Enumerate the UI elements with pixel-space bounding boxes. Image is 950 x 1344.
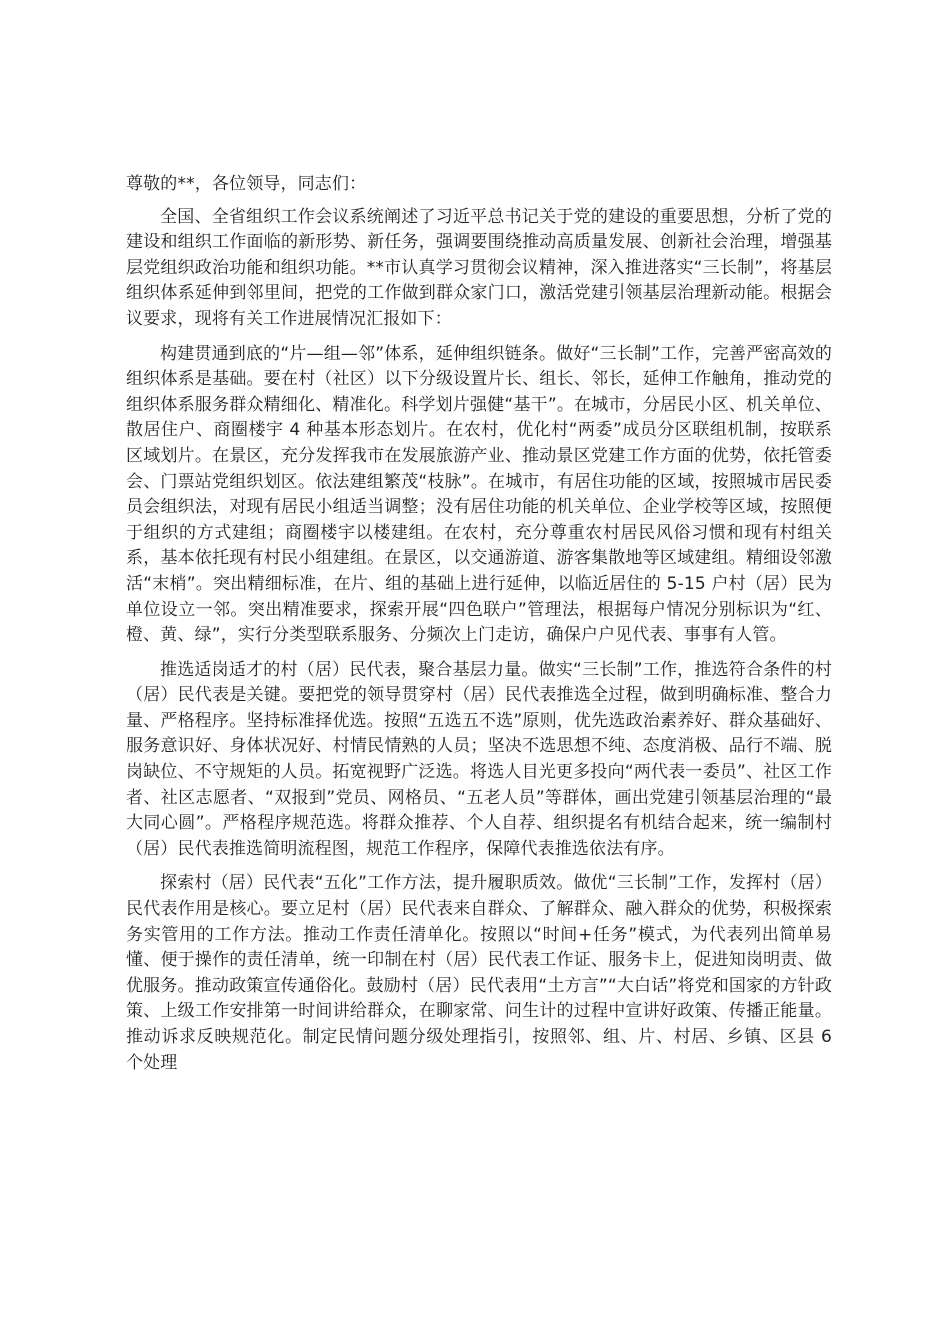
section-work-methods-paragraph: 探索村（居）民代表“五化”工作方法，提升履职质效。做优“三长制”工作，发挥村（居）民代表作用是核心。要立足村（居）民代表来自群众、了解群众、融入群众的优势，积极探索务实管用的工作方法。推动工作责任清单化。按照以“时间+任务”模式，为代表列出简单易懂、便于操作的责任清单，统一印制在村（居）民代表工作证、服务卡上，促进知岗明责、做优服务。推动政策宣传通俗化。鼓励村（居）民代表用“土方言”“大白话”将党和国家的方针政策、上级工作安排第一时间讲给群众，在聊家常、问生计的过程中宣讲好政策、传播正能量。推动诉求反映规范化。制定民情问题分级处理指引，按照邻、组、片、村居、乡镇、区县 6 个处理 xyxy=(126,873,832,1073)
section-representatives-paragraph: 推选适岗适才的村（居）民代表，聚合基层力量。做实“三长制”工作，推选符合条件的村（居）民代表是关键。要把党的领导贯穿村（居）民代表推选全过程，做到明确标准、整合力量、严格程序。坚持标准择优选。按照“五选五不选”原则，优先选政治素养好、群众基础好、服务意识好、身体状况好、村情民情熟的人员；坚决不选思想不纯、态度消极、品行不端、脱岗缺位、不守规矩的人员。拓宽视野广泛选。将选人目光更多投向“两代表一委员”、社区工作者、社区志愿者、“双报到”党员、网格员、“五老人员”等群体，画出党建引领基层治理的“最大同心圆”。严格程序规范选。将群众推荐、个人自荐、组织提名有机结合起来，统一编制村（居）民代表推选简明流程图，规范工作程序，保障代表推选依法有序。 xyxy=(126,659,832,859)
document-page xyxy=(126,172,832,1085)
section-organization-paragraph: 构建贯通到底的“片—组—邻”体系，延伸组织链条。做好“三长制”工作，完善严密高效的组织体系是基础。要在村（社区）以下分级设置片长、组长、邻长，延伸工作触角，推动党的组织体系服务群众精细化、精准化。科学划片强健“基干”。在城市，分居民小区、机关单位、散居住户、商圈楼宇 4 种基本形态划片。在农村，优化村“两委”成员分区联组机制，按联系区域划片。在景区，充分发挥我市在发展旅游产业、推动景区党建工作方面的优势，依托管委会、门票站党组织划区。依法建组繁茂“枝脉”。在城市，有居住功能的区域，按照城市居民委员会组织法，对现有居民小组适当调整；没有居住功能的机关单位、企业学校等区域，按照便于组织的方式建组；商圈楼宇以楼建组。在农村，充分尊重农村居民风俗习惯和现有村组关系，基本依托现有村民小组建组。在景区，以交通游道、游客集散地等区域建组。精细设邻激活“末梢”。突出精细标准，在片、组的基础上进行延伸，以临近居住的 5-15 户村（居）民为单位设立一邻。突出精准要求，探索开展“四色联户”管理法，根据每户情况分别标识为“红、橙、黄、绿”，实行分类型联系服务、分频次上门走访，确保户户见代表、事事有人管。 xyxy=(126,343,832,646)
intro-paragraph: 全国、全省组织工作会议系统阐述了习近平总书记关于党的建设的重要思想，分析了党的建设和组织工作面临的新形势、新任务，强调要围绕推动高质量发展、创新社会治理，增强基层党组织政治功能和组织功能。**市认真学习贯彻会议精神，深入推进落实“三长制”，将基层组织体系延伸到邻里间，把党的工作做到群众家门口，激活党建引领基层治理新动能。根据会议要求，现将有关工作进展情况汇报如下： xyxy=(126,206,832,329)
salutation: 尊敬的**，各位领导，同志们： xyxy=(126,174,367,194)
